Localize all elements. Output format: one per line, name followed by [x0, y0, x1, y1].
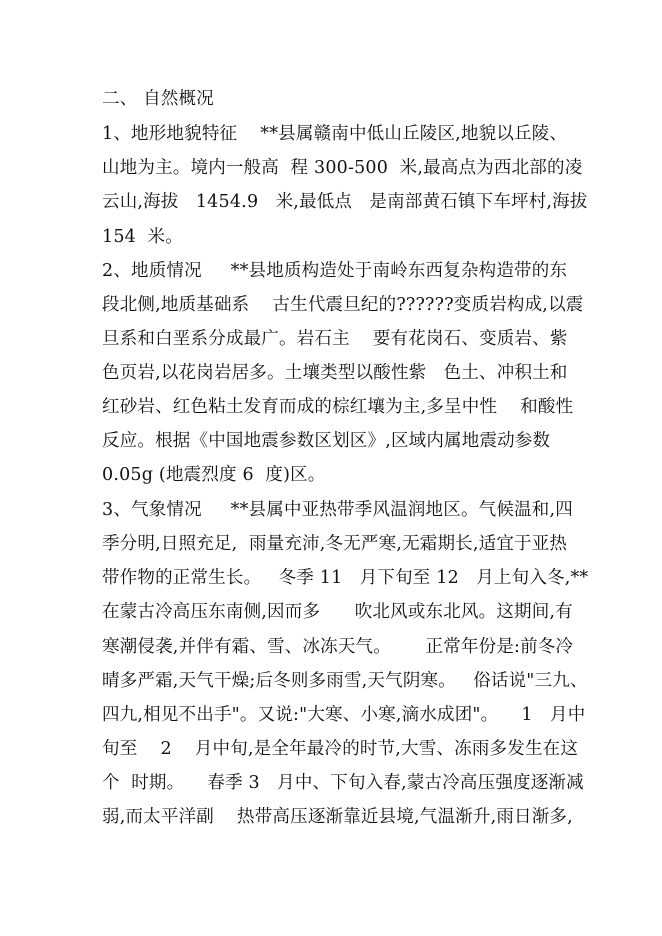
text-line: 2、地质情况 **县地质构造处于南岭东西复杂构造带的东 [102, 261, 568, 281]
text-line: 段北侧,地质基础系 古生代震旦纪的??????变质岩构成,以震 [102, 295, 584, 315]
text-line: 个 时期。 春季 3 月中、下旬入春,蒙古冷高压强度逐渐减 [102, 773, 584, 793]
text-line: 3、气象情况 **县属中亚热带季风温润地区。气候温和,四 [102, 500, 573, 520]
text-line: 154 米。 [102, 227, 183, 247]
text-line: 反应。根据《中国地震参数区划区》,区域内属地震动参数 [102, 431, 551, 451]
text-line: 寒潮侵袭,并伴有霜、雪、冰冻天气。 正常年份是:前冬冷 [102, 637, 574, 657]
text-line: 带作物的正常生长。 冬季 11 月下旬至 12 月上旬入冬,** [102, 568, 589, 588]
text-line: 旬至 2 月中旬,是全年最冷的时节,大雪、冻雨多发生在这 [102, 739, 579, 759]
text-line: 云山,海拔 1454.9 米,最低点 是南部黄石镇下车坪村,海拔 [102, 192, 588, 212]
text-line: 晴多严霜,天气干燥;后冬则多雨雪,天气阴寒。 俗话说"三九、 [102, 671, 588, 691]
text-line: 旦系和白垩系分成最广。岩石主 要有花岗石、变质岩、紫 [102, 329, 568, 349]
text-line: 季分明,日照充足, 雨量充沛,冬无严寒,无霜期长,适宜于亚热 [102, 534, 568, 554]
text-line: 红砂岩、红色粘土发育而成的棕红壤为主,多呈中性 和酸性 [102, 397, 574, 417]
text-line: 1、地形地貌特征 **县属赣南中低山丘陵区,地貌以丘陵、 [102, 124, 568, 144]
text-line: 0.05g (地震烈度 6 度)区。 [102, 465, 326, 485]
text-line: 山地为主。境内一般高 程 300-500 米,最高点为西北部的凌 [102, 158, 583, 178]
section-heading: 二、 自然概况 [102, 89, 214, 109]
text-line: 色页岩,以花岗岩居多。土壤类型以酸性紫 色土、冲积土和 [102, 363, 568, 383]
text-line: 弱,而太平洋副 热带高压逐渐靠近县境,气温渐升,雨日渐多, [102, 807, 573, 827]
text-line: 四九,相见不出手"。又说:"大寒、小寒,滴水成团"。 1 月中 [102, 705, 586, 725]
text-line: 在蒙古冷高压东南侧,因而多 吹北风或东北风。这期间,有 [102, 602, 573, 622]
